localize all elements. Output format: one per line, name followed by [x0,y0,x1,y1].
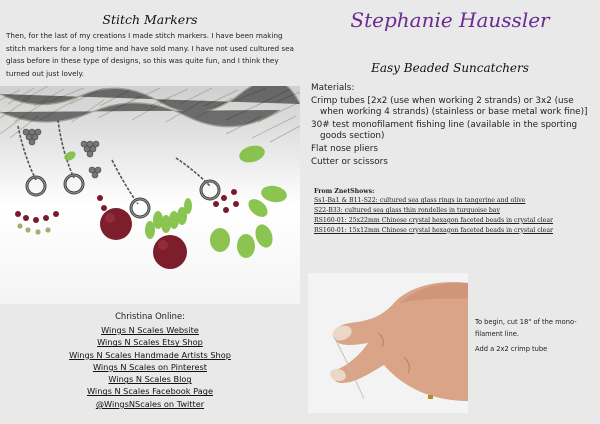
section-title: Stitch Markers [102,12,198,27]
material-item: Crimp tubes [2x2 (use when working 2 strands) or 3x2 (use when working 4 strands) (stainless or base metal work fine)] [311,95,588,118]
materials-heading: Materials: [311,83,355,93]
author-name: Stephanie Haussler [350,8,550,32]
link-handmade-artists-shop[interactable]: Wings N Scales Handmade Artists Shop [69,349,231,360]
materials-list [311,83,598,169]
link-blog[interactable]: Wings N Scales Blog [108,374,192,385]
znet-link[interactable]: S22-B33: cultured sea glass thin rondelles in turquoise bay [314,206,500,214]
znet-link[interactable]: RS160-01: 15x12mm Chinese crystal hexagon faceted beads in crystal clear [314,226,553,234]
right-column [300,0,600,424]
material-item: Cutter or scissors [311,156,388,167]
crimp-tube-photo [308,273,468,413]
material-item: 30# test monofilament fishing line (available in the sporting goods section) [311,119,578,142]
material-item: Flat nose pliers [311,143,378,154]
instructions [475,317,595,360]
stitch-markers-photo [0,86,300,304]
instruction-step: Add a 2x2 crimp tube [475,345,548,353]
link-facebook-page[interactable]: Wings N Scales Facebook Page [87,386,213,397]
online-links [0,324,300,410]
link-website[interactable]: Wings N Scales Website [101,325,199,335]
znet-link[interactable]: Ss1-Ba1 & B11-S22: cultured sea glass rings in tangerine and olive [314,197,526,204]
online-heading: Christina Online: [115,311,185,321]
project-title: Easy Beaded Suncatchers [371,61,529,75]
link-pinterest[interactable]: Wings N Scales on Pinterest [92,361,208,372]
link-twitter[interactable]: @WingsNScales on Twitter [95,398,205,409]
znet-supplies [314,188,586,236]
intro-paragraph: Then, for the last of my creations I made stitch markers. I have been making stitch markers for a long time and have sold many. I have not used cultured sea glass before in these type of designs, so this was quite fun, and I think they turned out just lovely. [6,31,294,78]
link-etsy-shop[interactable]: Wings N Scales Etsy Shop [97,337,203,348]
znet-link[interactable]: RS160-01: 25x22mm Chinese crystal hexagon faceted beads in crystal clear [314,216,553,224]
instruction-step: To begin, cut 18" of the mono-filament line. [475,318,577,338]
znet-heading: From ZnetShows: [314,188,375,195]
